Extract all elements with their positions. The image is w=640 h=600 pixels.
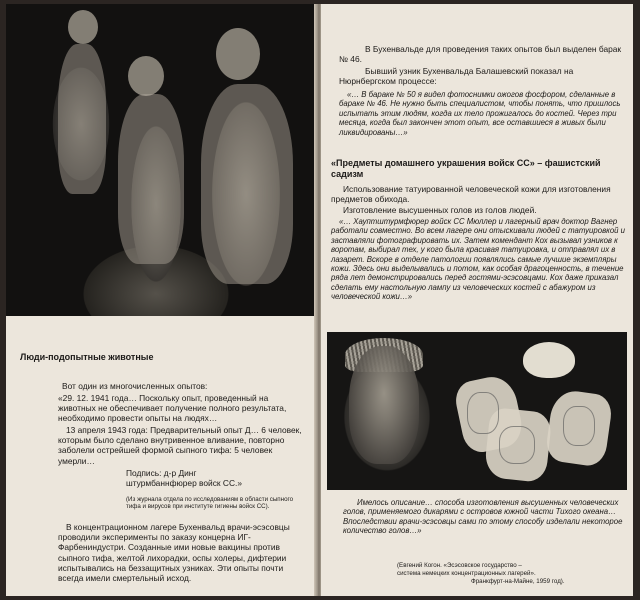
prisoner-figure-right xyxy=(201,84,293,284)
quote-1943: 13 апреля 1943 года: Предварительный опыт Д… 6 человек, которым было сделано внутривенное вливание, повторно заболели острейшей формой сыпного тифа: 5 человек умерли… xyxy=(58,425,302,466)
section-title-left: Люди-подопытные животные xyxy=(20,352,154,362)
barrack-paragraph: В Бухенвальде для проведения таких опытов был выделен барак № 46. xyxy=(339,44,622,65)
right-page xyxy=(321,4,633,596)
prisoner-head-right xyxy=(216,28,260,80)
tattoo-drawing-1 xyxy=(467,392,499,434)
signature-line-2: штурмбаннфюрер войск СС.» xyxy=(126,478,242,488)
source-note-left: (Из журнала отдела по исследованиям в области сыпного тифа и вирусов при институте гигиены войск СС). xyxy=(126,496,294,511)
prisoner-figure-center xyxy=(118,94,184,264)
prisoner-figure-left xyxy=(58,44,106,194)
source-line-2: система немецких концентрационных лагерей». xyxy=(397,570,536,578)
closing-paragraph: В концентрационном лагере Бухенвальд врачи-эсэсовцы проводили эксперименты по заказу концерна ИГ-Фарбениндустри. Созданные ими новые вакцины против сыпного тифа, желтой лихорадки, оспы холеры, дифтерии испытывались на беззащитных узниках. Эти опыты почти всегда имели смертельный исход. xyxy=(58,522,290,584)
quote-1941: «29. 12. 1941 года… Поскольку опыт, проведенный на животных не обеспечивает получение полного результата, необходимо провести опыты на людях… xyxy=(58,393,287,424)
tattoo-drawing-3 xyxy=(563,406,595,446)
prisoner-head-center xyxy=(128,56,164,96)
source-line-3: Франкфурт-на-Майне, 1959 год). xyxy=(471,578,565,586)
left-page xyxy=(6,4,319,596)
section-title-right: «Предметы домашнего украшения войск СС» – фашистский садизм xyxy=(331,158,601,179)
photo-caption: Имелось описание… способа изготовления высушенных человеческих голов, применяемого дикарями с островов южной части Тихого океана… Впоследствии врачи-эсэсовцы сами по этому способу изделали некоторое количество голов…» xyxy=(343,498,623,536)
shrunken-head xyxy=(349,346,419,464)
prisoners-photo xyxy=(6,4,318,316)
intro-text: Вот один из многочисленных опытов: xyxy=(62,381,208,391)
witness-quote: «… В бараке № 50 я видел фотоснимки ожогов фосфором, сделанные в бараке № 46. Не нужно быть специалистом, чтобы понять, что пришлось испытать этим людям, когда их тело прожигалось до костей. Через три месяца, когда был закончен этот опыт, все оставшиеся в живых были ликвидированы…» xyxy=(339,90,621,137)
lampshade-piece xyxy=(523,342,575,378)
tattoo-paragraph: Использование татуированной человеческой кожи для изготовления предметов обихода. xyxy=(331,184,611,205)
heads-paragraph: Изготовление высушенных голов из голов людей. xyxy=(343,205,537,215)
source-line-1: (Евгений Когон. «Эсэсовское государство – xyxy=(397,562,522,570)
koch-quote: «… Хауптштурмфюрер войск СС Мюллер и лагерный врач доктор Вагнер работали совместно. Во всем лагере они отыскивали людей с татуировкой и заставляли фотографировать их. Затем комендант Кох вызывал узников к воротам, выбирал тех, у кого была красивая татуировка, и отправлял их в лазарет. Вскоре в отделе патологии появлялись самые лучшие экземпляры кожи. Здесь они выделывались и потом, как особая драгоценность, в течение ряда лет демонстрировались перед гостями-эсэсовцами. Кох даже приказал сделать ему настольную лампу из человеческих костей с абажуром из человеческой кожи…» xyxy=(331,217,625,302)
exhibits-photo xyxy=(327,332,627,490)
prisoner-head-left xyxy=(68,10,98,44)
witness-paragraph: Бывший узник Бухенвальда Балашевский показал на Нюрнбергском процессе: xyxy=(339,66,574,87)
signature-line-1: Подпись: д-р Динг xyxy=(126,468,197,478)
tattoo-drawing-2 xyxy=(499,426,535,464)
